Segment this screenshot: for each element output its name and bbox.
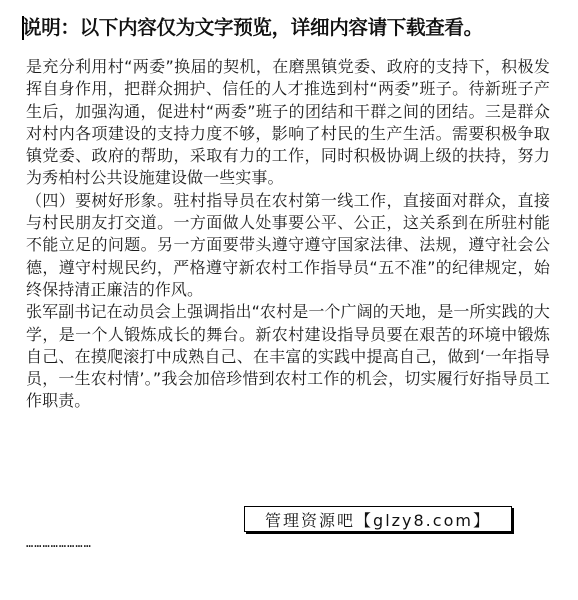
watermark-banner: 管理资源吧【glzy8.com】 xyxy=(244,506,512,532)
paragraph-speech: 张军副书记在动员会上强调指出“农村是一个广阔的天地，是一所实践的大学，是一个人锻炼成长的舞台。新农村建设指导员要在艰苦的环境中锻炼自己、在摸爬滚打中成熟自己、在丰富的实践中提高自己，做到‘一年指导员，一生农村情’。”我会加倍珍惜到农村工作的机会，切实履行好指导员工作职责。 xyxy=(26,302,550,411)
trailing-ellipsis: …………………… xyxy=(26,536,92,550)
preview-notice: 说明：以下内容仅为文字预览，详细内容请下载查看。 xyxy=(22,16,483,39)
paragraph-support: 是充分利用村“两委”换届的契机，在磨黑镇党委、政府的支持下，积极发挥自身作用，把群众拥护、信任的人才推选到村“两委”班子。待新班子产生后，加强沟通，促进村“两委”班子的团结和干群之间的团结。三是群众对村内各项建设的支持力度不够，影响了村民的生产生活。需要积极争取镇党委、政府的帮助，采取有力的工作，同时积极协调上级的扶持，努力为秀柏村公共设施建设做一些实事。 xyxy=(26,57,550,188)
paragraph-image: （四）要树好形象。驻村指导员在农村第一线工作，直接面对群众，直接与村民朋友打交道。一方面做人处事要公平、公正，这关系到在所驻村能不能立足的问题。另一方面要带头遵守遵守国家法律、法规，遵守社会公德，遵守村规民约，严格遵守新农村工作指导员“五不准”的纪律规定，始终保持清正廉洁的作风。 xyxy=(26,190,550,299)
document-body xyxy=(26,56,550,413)
